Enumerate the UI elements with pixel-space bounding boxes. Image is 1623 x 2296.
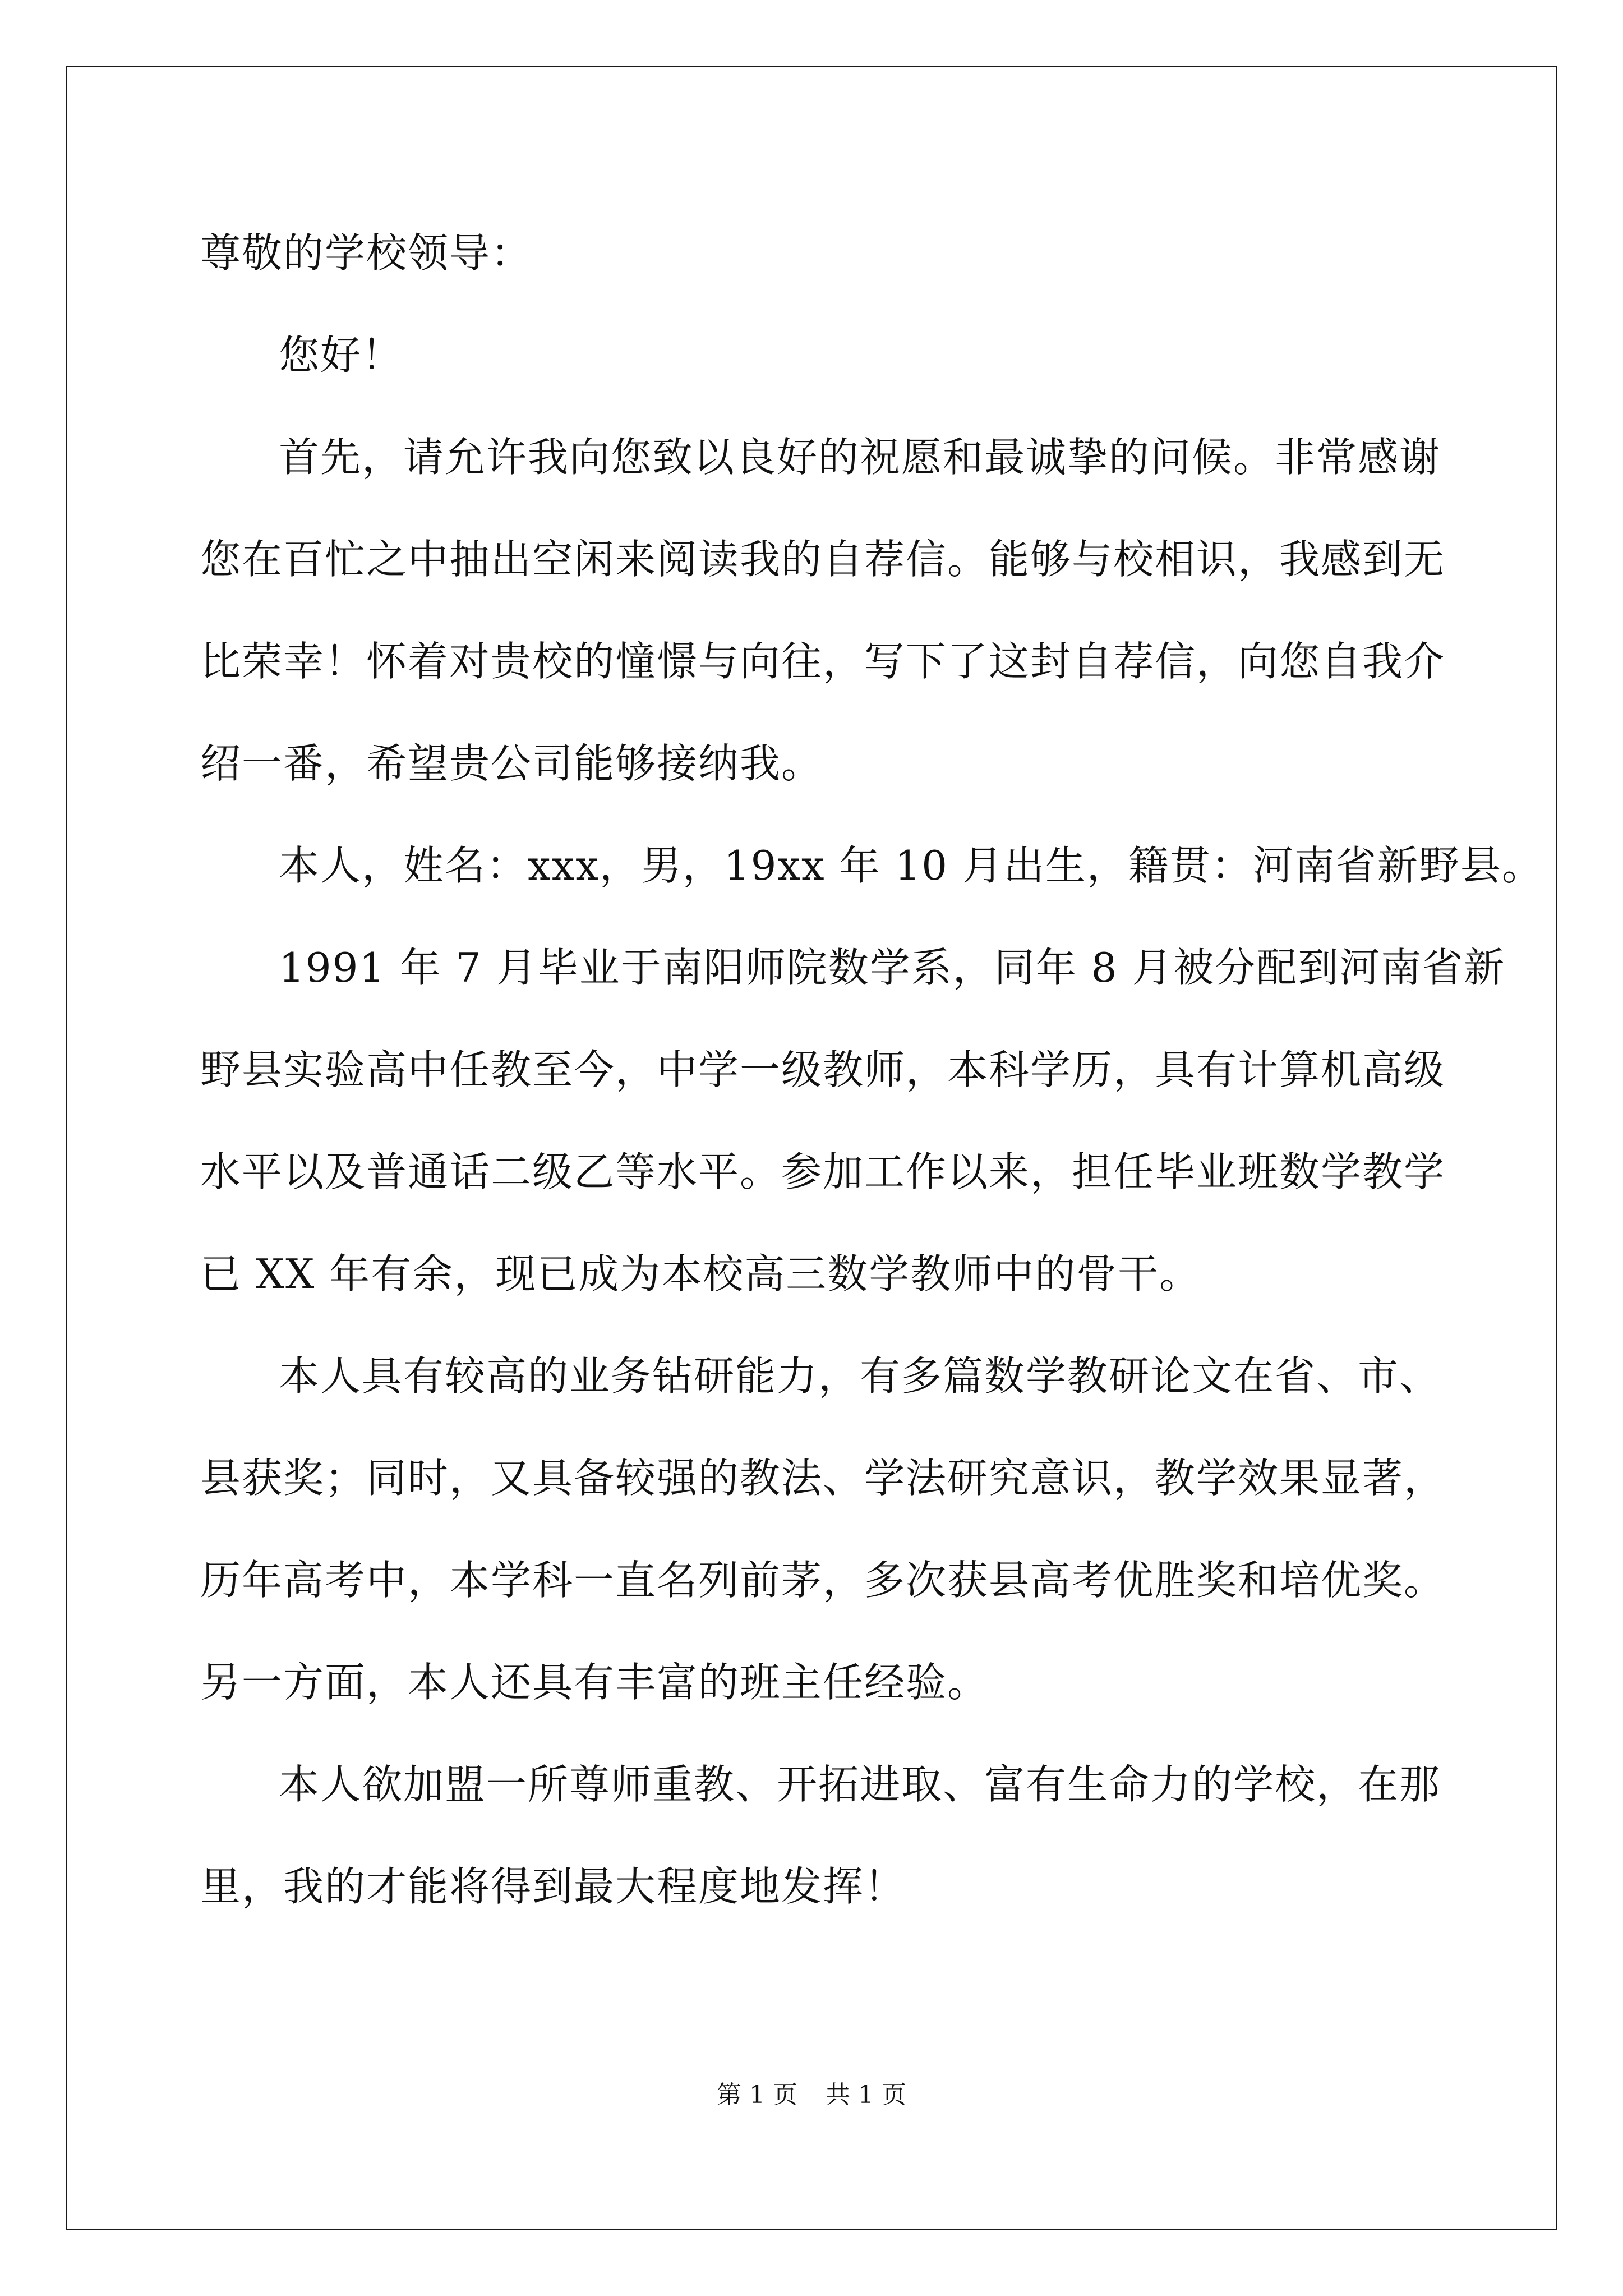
paragraph-line: 首先，请允许我向您致以良好的祝愿和最诚挚的问候。非常感谢 <box>279 434 1441 481</box>
page-number-current: 第 1 页 <box>717 2081 797 2109</box>
paragraph-line: 绍一番，希望贵公司能够接纳我。 <box>200 740 823 787</box>
paragraph-line: 已 XX 年有余，现已成为本校高三数学教师中的骨干。 <box>200 1250 1201 1297</box>
paragraph-line: 本人，姓名：xxx，男，19xx 年 10 月出生，籍贯：河南省新野县。 <box>279 842 1543 889</box>
letter-body <box>200 202 1543 1938</box>
page-number-total: 共 1 页 <box>826 2081 906 2109</box>
paragraph-line: 1991 年 7 月毕业于南阳师院数学系，同年 8 月被分配到河南省新 <box>279 944 1506 991</box>
paragraph-line: 比荣幸！怀着对贵校的憧憬与向往，写下了这封自荐信，向您自我介 <box>200 638 1446 685</box>
paragraph-line: 里，我的才能将得到最大程度地发挥！ <box>200 1863 906 1910</box>
paragraph-line: 野县实验高中任教至今，中学一级教师，本科学历，具有计算机高级 <box>200 1046 1446 1093</box>
paragraph-line: 本人欲加盟一所尊师重教、开拓进取、富有生命力的学校，在那 <box>279 1761 1441 1808</box>
paragraph-line: 本人具有较高的业务钻研能力，有多篇数学教研论文在省、市、 <box>279 1352 1441 1400</box>
paragraph-line: 县获奖；同时，又具备较强的教法、学法研究意识，教学效果显著， <box>200 1455 1446 1502</box>
paragraph-line: 历年高考中，本学科一直名列前茅，多次获县高考优胜奖和培优奖。 <box>200 1557 1446 1604</box>
greeting: 您好！ <box>279 332 404 379</box>
page-footer <box>0 2078 1623 2112</box>
paragraph-line: 水平以及普通话二级乙等水平。参加工作以来，担任毕业班数学教学 <box>200 1148 1446 1195</box>
paragraph-line: 您在百忙之中抽出空闲来阅读我的自荐信。能够与校相识，我感到无 <box>200 536 1446 583</box>
paragraph-line: 另一方面，本人还具有丰富的班主任经验。 <box>200 1659 989 1706</box>
salutation: 尊敬的学校领导： <box>200 229 533 277</box>
